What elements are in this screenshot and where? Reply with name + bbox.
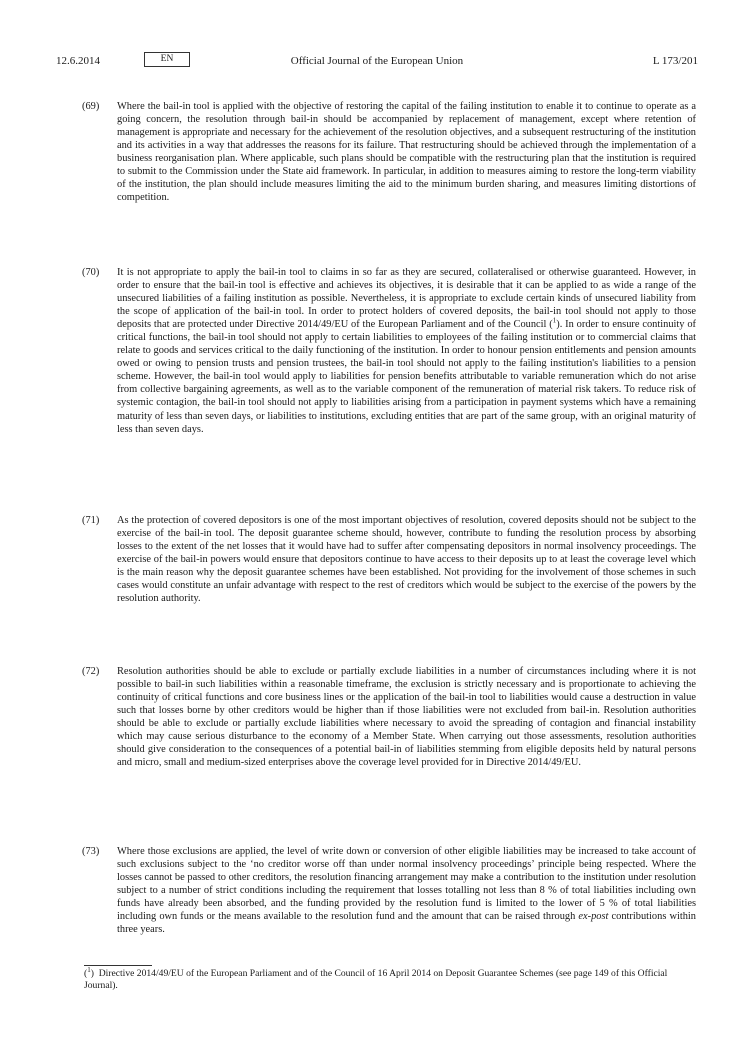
recital-text-part: It is not appropriate to apply the bail-in tool to claims in so far as they are secured, collateralised or otherwise guaranteed. However, in order to ensure that the bail-in tool is effective and achieves its objectives, it is desirable that it can be applied to as wide a range of the unsecured liabilities of a failing institution as possible. Nevertheless, it is appropriate to exclude certain kinds of unsecured liability from the scope of application of the bail-in tool. In order to protect holders of covered deposits, the bail-in tool should not apply to those deposits that are protected under Directive 2014/49/EU of the European Parliament and of the Council (	[117, 267, 696, 331]
emphasis-text: ex-post	[578, 911, 609, 923]
footnote-text: Directive 2014/49/EU of the European Parliament and of the Council of 16 April 2014 on Deposit Guarantee Schemes (see page 149 of this Official Journal).	[84, 968, 668, 992]
recital-number: (70)	[82, 267, 100, 278]
journal-title: Official Journal of the European Union	[290, 55, 464, 67]
footnote-divider	[84, 965, 152, 966]
language-badge: EN	[144, 52, 190, 67]
recital-text: Where the bail-in tool is applied with the objective of restoring the capital of the failing institution to enable it to continue to operate as a going concern, the resolution through bail-in should be accompanied by replacement of management, except where retention of management is appropriate and necessary for the achievement of the resolution objectives, and a subsequent restructuring of the institution and its activities in a way that addresses the reasons for its failure. That restructuring should be achieved through the implementation of a business reorganisation plan. Where applicable, such plans should be compatible with the restructuring plan that the institution is required to submit to the Commission under the State aid framework. In particular, in addition to measures aiming to restore the long-term viability of the institution, the plan should include measures limiting the aid to the minimum burden sharing, and measures limiting distortions of competition.	[117, 101, 696, 204]
page-reference: L 173/201	[652, 55, 698, 67]
footnote-mark: 1	[87, 965, 91, 974]
footnote-reference[interactable]: 1	[552, 316, 557, 325]
footnote: ($^1$) Directive 2014/49/EU of the European Parliament and of the Council of 16 April 2014 on Deposit Guarantee Schemes (see page 149 of this Official Journal).	[84, 965, 668, 992]
recital-text-part: Where those exclusions are applied, the level of write down or conversion of other eligible liabilities may be increased to take account of such exclusions subject to the ‘no creditor worse off than under normal insolvency proceedings’ principle being respected. Where the losses cannot be passed to other creditors, the resolution financing arrangement may make a contribution to the institution under resolution subject to a number of strict conditions including the requirement that losses totalling not less than 8 % of total liabilities including own funds have already been absorbed, and the funding provided by the resolution fund is limited to the lower of 5 % of total liabilities including own funds or the means available to the resolution fund and the amount that can be raised through	[117, 846, 696, 923]
publication-date: 12.6.2014	[56, 55, 100, 67]
recital-text	[117, 266, 696, 436]
recital-number: (73)	[82, 846, 100, 857]
recital-number: (72)	[82, 666, 100, 677]
recital-number: (71)	[82, 515, 100, 526]
recital-text: As the protection of covered depositors is one of the most important objectives of resolution, covered deposits should not be subject to the exercise of the bail-in tool. The deposit guarantee scheme should, however, contribute to funding the resolution process by absorbing losses to the extent of the net losses that it would have had to suffer after compensating depositors in normal insolvency proceedings. The exercise of the bail-in powers would ensure that depositors continue to have access to their deposits up to at least the coverage level which is the main reason why the deposit guarantee schemes have been established. Not providing for the involvement of those schemes in such cases would constitute an unfair advantage with respect to the rest of creditors which would be subject to the exercise of the powers by the resolution authority.	[117, 515, 696, 605]
recital-number: (69)	[82, 101, 100, 112]
recital-text: Resolution authorities should be able to exclude or partially exclude liabilities in a number of circumstances including where it is not possible to bail-in such liabilities within a reasonable timeframe, the exclusion is strictly necessary and is proportionate to achieving the continuity of critical functions and core business lines or the application of the bail-in tool to liabilities would cause a destruction in value such that losses borne by other creditors would be higher than if those liabilities were not excluded from bail-in. Resolution authorities should be able to exclude or partially exclude liabilities where necessary to avoid the spreading of contagion and financial instability which may cause serious disturbance to the economy of a Member State. When carrying out those assessments, resolution authorities should give consideration to the consequences of a potential bail-in of liabilities stemming from eligible deposits held by natural persons and micro, small and medium-sized enterprises above the coverage level provided for in Directive 2014/49/EU.	[117, 666, 696, 769]
recital-text	[117, 845, 696, 936]
page-header	[56, 54, 698, 70]
recital-text-part: ). In order to ensure continuity of critical functions, the bail-in tool should not apply to certain liabilities to employees of the failing institution or to commercial claims that relate to goods and services critical to the daily functioning of the institution. In order to honour pension entitlements and pension amounts owed or owing to pension trusts and pension trustees, the bail-in tool should not apply to the failing institution's liabilities to a pension scheme. However, the bail-in tool would apply to liabilities for pension benefits attributable to variable remuneration which do not arise from collective bargaining agreements, as well as to the variable component of the remuneration of material risk takers. To reduce risk of systemic contagion, the bail-in tool should not apply to liabilities arising from a participation in payment systems which have a remaining maturity of less than seven days, or liabilities to institutions, excluding entities that are part of the same group, with an original maturity of less than seven days.	[117, 319, 696, 435]
recital-text-part: contributions within three years.	[117, 911, 696, 936]
